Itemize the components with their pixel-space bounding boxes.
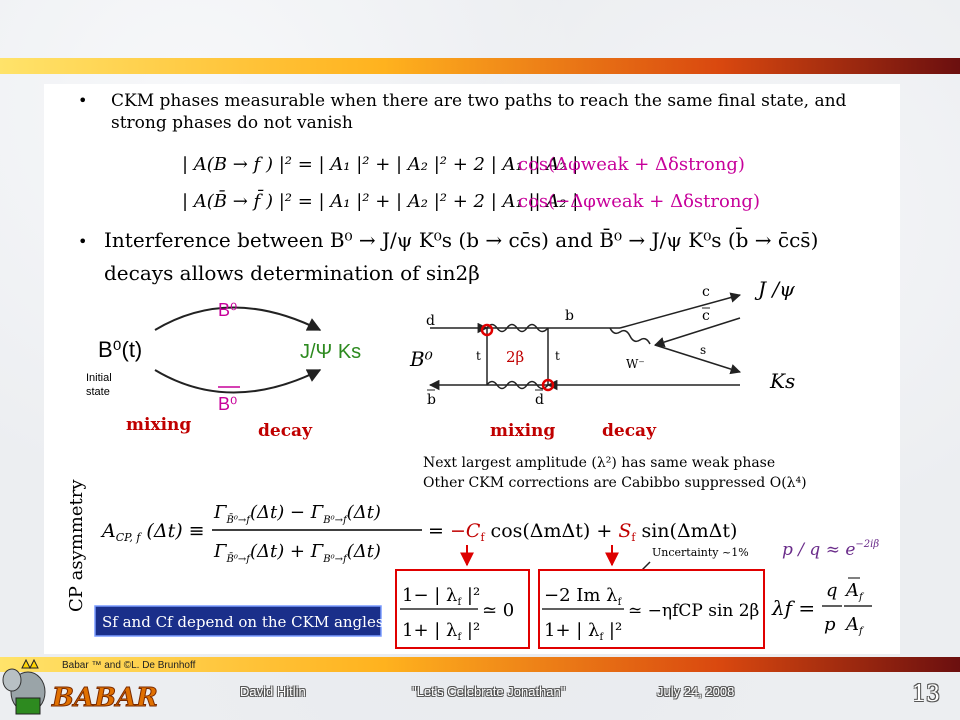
babar-logo-text: BABAR — [52, 683, 158, 713]
sf-box-rhs: ≃ −ηfCP sin 2β — [628, 601, 760, 621]
acp-label: $A_{CP, f}$ (Δt) ≡ — [102, 520, 205, 544]
s-quark-line — [655, 345, 740, 372]
upper-arc — [155, 308, 320, 331]
elephant-ear — [3, 669, 21, 691]
lambda-q: q — [826, 580, 838, 601]
bullet2-line1: Interference between B⁰ → J/ψ K⁰s (b → cc̄s) and B̄⁰ → J/ψ K⁰s (b̄ → c̄cs̄) — [104, 228, 819, 252]
t-right-label: t — [555, 349, 560, 363]
note-line1: Next largest amplitude (λ²) has same weak phase — [423, 455, 776, 471]
bbar-label: b — [427, 392, 436, 408]
denominator: $\Gamma_{B̄^0\to f}(\Delta t) + \Gamma_{B^0\to f}(\Delta t)$ — [214, 541, 381, 565]
w-label: W⁻ — [626, 357, 645, 371]
sf-box-numerator: −2 Im $\lambda_f$ — [544, 585, 622, 608]
cf-box-rhs: ≃ 0 — [482, 600, 515, 621]
bullet1-line1: CKM phases measurable when there are two paths to reach the same final state, and — [111, 91, 847, 111]
cbar-quark-line — [655, 318, 740, 345]
cp-asymmetry-ylabel: CP asymmetry — [66, 479, 87, 612]
footer-date: July 24, 2008 — [657, 684, 735, 699]
cbar-label: c — [702, 308, 710, 324]
b0-feynman-label: B⁰ — [410, 347, 433, 371]
t-left-label: t — [476, 349, 481, 363]
copyright-text: Babar ™ and ©L. De Brunhoff — [62, 660, 196, 671]
crown-icon — [22, 660, 38, 668]
b0bar-bottom-label: B⁰ — [218, 394, 238, 414]
footer-talk-title: "Let's Celebrate Jonathan" — [412, 684, 566, 699]
uncertainty-label: Uncertainty ~1% — [652, 546, 749, 559]
d-label: d — [426, 313, 435, 329]
cf-box-numerator: 1− | $\lambda_f$ |² — [402, 585, 481, 608]
asymmetry-formula — [100, 502, 737, 565]
b0t-label: B⁰(t) — [98, 337, 143, 362]
pq-relation: $p / q \approx e^{-2i\beta}$ — [782, 539, 880, 560]
dbar-label: d — [535, 392, 544, 408]
mixing-label-left: mixing — [126, 415, 192, 435]
rhs-formula: = $-C_f$ $\cos(\Delta m\Delta t) + S_f$ sin(ΔmΔt) — [428, 520, 738, 544]
equation-2-left: | A(B̄ → f̄ ) |² = | A₁ |² + | A₂ |² + 2 | A₁ || A₂ | — [182, 191, 579, 212]
feynman-diagram — [409, 277, 795, 441]
b0-top-label: B⁰ — [218, 300, 238, 320]
elephant-suit — [16, 698, 40, 714]
footer-author: David Hitlin — [240, 684, 306, 699]
numerator: $\Gamma_{B̄^0\to f}(\Delta t) - \Gamma_{B^0\to f}(\Delta t)$ — [214, 502, 381, 526]
sf-cf-note: Sf and Cf depend on the CKM angles — [102, 613, 384, 631]
decay-label-left: decay — [258, 421, 312, 441]
cf-box-denominator: 1+ | $\lambda_f$ |² — [402, 620, 481, 643]
lambda-def-label: λf = — [772, 596, 816, 620]
lower-arc — [155, 370, 320, 393]
final-state-label: J/Ψ Ks — [300, 341, 362, 363]
mixing-label-right: mixing — [490, 421, 556, 441]
lambda-p: p — [824, 614, 836, 635]
bullet2-line2: decays allows determination of sin2β — [104, 261, 480, 285]
page-number: 13 — [912, 682, 940, 707]
equation-1-left: | A(B → f ) |² = | A₁ |² + | A₂ |² + 2 | A₁ || A₂ | — [182, 154, 579, 175]
two-beta-label: 2β — [506, 348, 525, 366]
equation-1-right: cos(Δφweak + Δδstrong) — [518, 154, 745, 175]
lambda-abar: $A_f$ — [846, 580, 863, 603]
bullet-dot-2: • — [78, 232, 88, 251]
s-label: s — [700, 343, 707, 357]
w-decay-boson — [610, 328, 650, 344]
ks-label: Ks — [770, 369, 796, 393]
bullet-dot-1: • — [78, 91, 88, 110]
mixing-diagram — [86, 300, 361, 441]
note-line2: Other CKM corrections are Cabibbo suppressed O(λ⁴) — [423, 475, 807, 491]
c-label: c — [702, 284, 710, 300]
jpsi-label: J /ψ — [758, 277, 795, 301]
decay-label-right: decay — [602, 421, 656, 441]
equation-2-right: cos(−Δφweak + Δδstrong) — [518, 191, 760, 212]
lambda-a: $A_f$ — [846, 614, 863, 637]
bullet1-line2: strong phases do not vanish — [111, 113, 353, 133]
b-label: b — [565, 308, 574, 324]
initial-state-label: Initial state — [86, 372, 112, 398]
sf-box-denominator: 1+ | $\lambda_f$ |² — [544, 620, 623, 643]
